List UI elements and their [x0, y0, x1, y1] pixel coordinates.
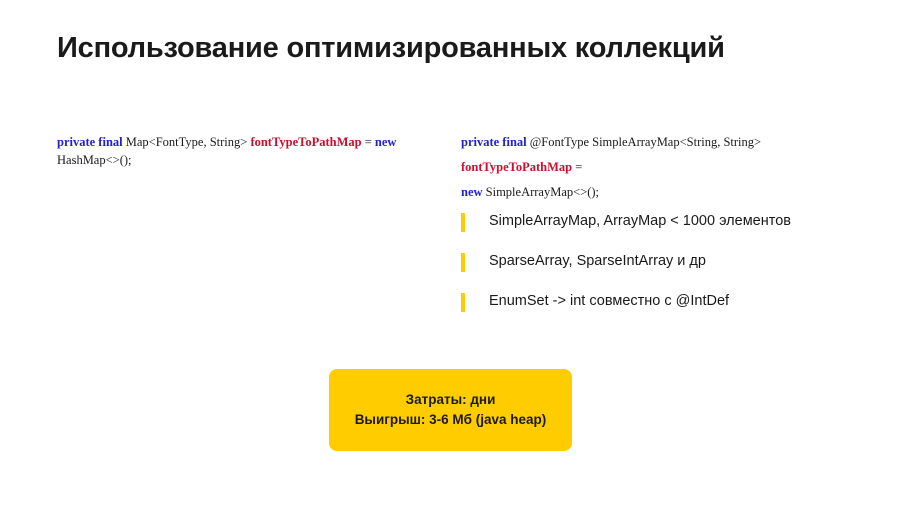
page-title: Использование оптимизированных коллекций: [57, 32, 725, 64]
code-token: fontTypeToPathMap: [461, 160, 573, 175]
code-token: SimpleArrayMap<>();: [482, 185, 600, 200]
code-token: new: [374, 135, 397, 149]
code-token: =: [361, 135, 375, 149]
list-item: [461, 212, 881, 232]
code-block-before: [57, 133, 447, 169]
code-line: [57, 133, 447, 151]
callout-gain-line: Выигрыш: 3-6 Мб (java heap): [354, 412, 547, 427]
code-block-after: [461, 133, 861, 208]
code-token: @FontType SimpleArrayMap<String, String>: [526, 135, 762, 149]
bullet-marker-icon: [461, 253, 465, 272]
code-token: =: [572, 160, 583, 175]
bullet-list: [461, 212, 881, 332]
code-token: HashMap<>();: [57, 153, 132, 168]
code-token: fontTypeToPathMap: [250, 135, 362, 149]
summary-callout: [329, 369, 572, 451]
list-item-label: SparseArray, SparseIntArray и др: [489, 253, 706, 269]
code-token: private final: [461, 135, 527, 149]
list-item-label: SimpleArrayMap, ArrayMap < 1000 элементов: [489, 213, 791, 229]
callout-cost-line: Затраты: дни: [405, 392, 496, 408]
code-line: [57, 151, 447, 169]
code-line: [461, 158, 861, 176]
list-item-label: EnumSet -> int совместно с @IntDef: [489, 293, 730, 309]
code-token: private final: [57, 135, 123, 149]
list-item: [461, 252, 881, 272]
code-token: new: [461, 185, 483, 200]
bullet-marker-icon: [461, 213, 465, 232]
code-line: [461, 183, 861, 201]
code-token: Map<FontType, String>: [122, 135, 251, 149]
code-line: [461, 133, 861, 151]
list-item: [461, 292, 881, 312]
bullet-marker-icon: [461, 293, 465, 312]
